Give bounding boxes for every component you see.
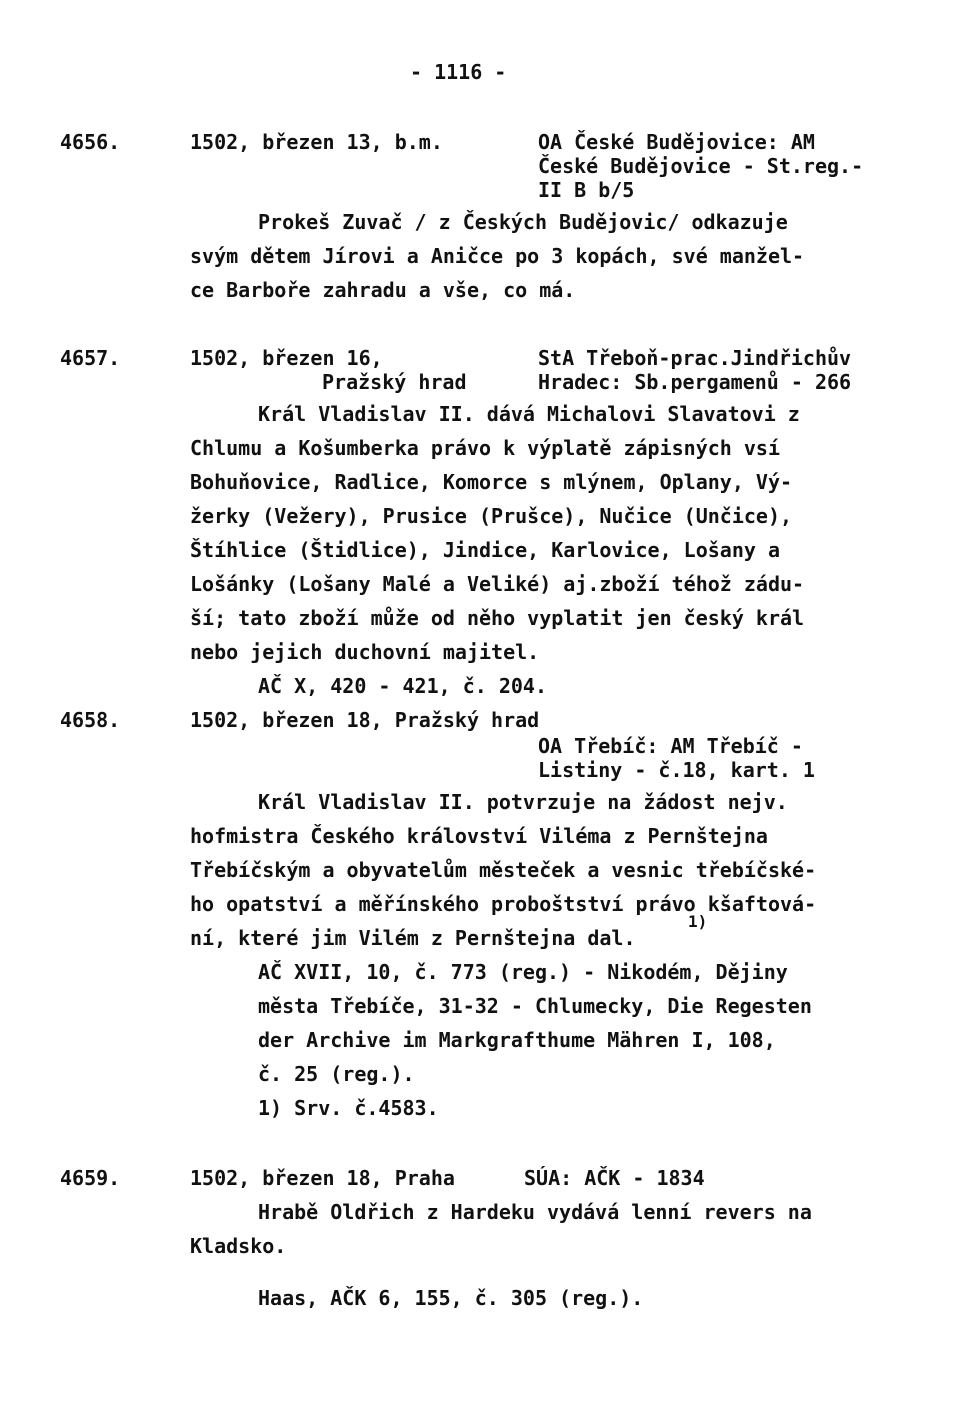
text-line: ní, které jim Vilém z Pernštejna dal.: [190, 926, 636, 950]
text-line: Král Vladislav II. potvrzuje na žádost nejv.: [258, 790, 788, 814]
archive-line: SÚA: AČK - 1834: [524, 1166, 705, 1190]
text-line: Štíhlice (Štidlice), Jindice, Karlovice, Lošany a: [190, 538, 781, 562]
text-line: Kladsko.: [190, 1234, 287, 1258]
text-line: ší; tato zboží může od něho vyplatit jen český král: [190, 606, 805, 630]
text-line: hofmistra Českého království Viléma z Pernštejna: [190, 824, 768, 848]
text-line: svým dětem Jírovi a Aničce po 3 kopách, své manžel-: [190, 244, 805, 268]
entry-number: 4659.: [60, 1166, 121, 1190]
text-line: Prokeš Zuvač / z Českých Budějovic/ odkazuje: [258, 210, 788, 234]
entry-number: 4656.: [60, 130, 121, 154]
text-line: ho opatství a měřínského proboštství právo kšaftová-: [190, 892, 817, 916]
entry-date: 1502, březen 18, Pražský hrad: [190, 708, 540, 732]
archive-line: Listiny - č.18, kart. 1: [538, 758, 815, 782]
reference-line: Haas, AČK 6, 155, č. 305 (reg.).: [258, 1286, 644, 1310]
reference-line: města Třebíče, 31-32 - Chlumecky, Die Regesten: [258, 994, 812, 1018]
archive-line: Hradec: Sb.pergamenů - 266: [538, 370, 852, 394]
entry-date: 1502, březen 18, Praha: [190, 1166, 455, 1190]
entry-date: 1502, březen 16,: [190, 346, 383, 370]
entry-number: 4658.: [60, 708, 121, 732]
text-line: ce Barboře zahradu a vše, co má.: [190, 278, 576, 302]
text-line: Bohuňovice, Radlice, Komorce s mlýnem, Oplany, Vý-: [190, 470, 793, 494]
entry-date: 1502, březen 13, b.m.: [190, 130, 443, 154]
page-number: - 1116 -: [410, 60, 507, 84]
reference-line: č. 25 (reg.).: [258, 1062, 415, 1086]
text-line: Hrabě Oldřich z Hardeku vydává lenní revers na: [258, 1200, 812, 1224]
reference-line: AČ XVII, 10, č. 773 (reg.) - Nikodém, Dějiny: [258, 960, 788, 984]
text-line: nebo jejich duchovní majitel.: [190, 640, 540, 664]
text-line: Lošánky (Lošany Malé a Veliké) aj.zboží téhož zádu-: [190, 572, 805, 596]
footnote-line: 1) Srv. č.4583.: [258, 1096, 439, 1120]
archive-line: II B b/5: [538, 178, 635, 202]
entry-number: 4657.: [60, 346, 121, 370]
footnote-marker: 1): [688, 912, 708, 931]
text-line: Chlumu a Košumberka právo k výplatě zápisných vsí: [190, 436, 781, 460]
text-line: žerky (Vežery), Prusice (Prušce), Nučice (Unčice),: [190, 504, 793, 528]
archive-line: České Budějovice - St.reg.-: [538, 154, 864, 178]
reference-line: der Archive im Markgrafthume Mähren I, 108,: [258, 1028, 776, 1052]
text-line: Král Vladislav II. dává Michalovi Slavatovi z: [258, 402, 800, 426]
entry-place: Pražský hrad: [322, 370, 467, 394]
text-line: Třebíčským a obyvatelům městeček a vesnic třebíčské-: [190, 858, 817, 882]
archive-line: OA Třebíč: AM Třebíč -: [538, 734, 803, 758]
reference-line: AČ X, 420 - 421, č. 204.: [258, 674, 547, 698]
archive-line: StA Třeboň-prac.Jindřichův: [538, 346, 852, 370]
archive-line: OA České Budějovice: AM: [538, 130, 815, 154]
